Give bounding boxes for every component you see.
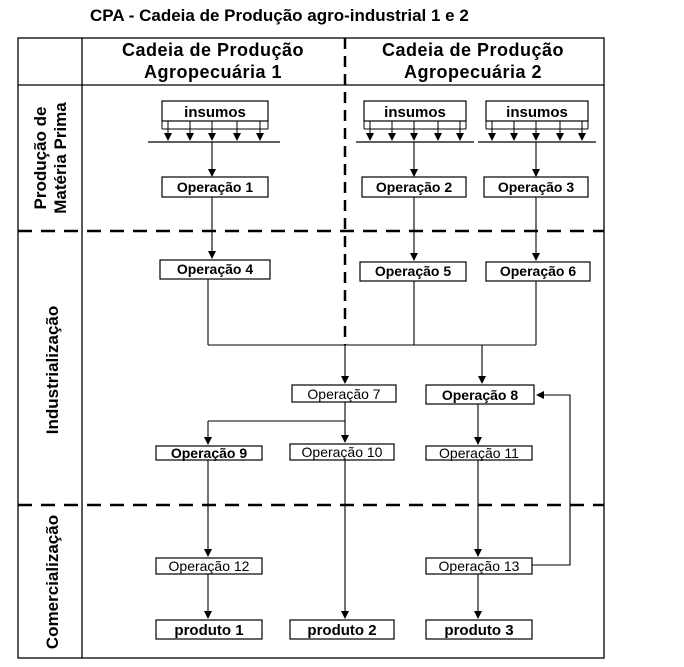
insumos-label-3: insumos	[506, 104, 568, 121]
operation-13-box	[426, 558, 532, 574]
operation-4-box	[160, 260, 270, 279]
insumos-arrows	[168, 121, 582, 140]
product-2-box	[290, 620, 394, 639]
operation-12-label: Operação 12	[168, 558, 250, 574]
operation-7-box	[292, 385, 396, 402]
operation-11-label: Operação 11	[439, 445, 519, 461]
operation-3-label: Operação 3	[497, 179, 575, 195]
row-label-industrializacao: Industrialização	[43, 305, 62, 435]
operation-4-label: Operação 4	[176, 261, 254, 277]
diagram-title: CPA - Cadeia de Produção agro-industrial 1 e 2	[90, 6, 469, 25]
operation-1-box	[162, 177, 268, 197]
column-header-2-line1: Cadeia de Produção	[381, 40, 565, 60]
column-header-1-line2: Agropecuária 1	[143, 62, 283, 82]
insumos-group-2	[356, 101, 474, 142]
operation-9-label: Operação 9	[170, 445, 248, 461]
product-3-box	[426, 620, 532, 639]
operation-1-label: Operação 1	[176, 179, 254, 195]
operation-8-label: Operação 8	[441, 387, 519, 403]
operation-8-box	[426, 385, 534, 404]
product-2-label: produto 2	[307, 622, 377, 639]
operation-2-label: Operação 2	[375, 179, 453, 195]
product-1-label: produto 1	[174, 622, 244, 639]
operation-12-box	[156, 558, 262, 574]
operation-6-label: Operação 6	[499, 263, 577, 279]
row-label-materia-prima-line1: Produção de	[31, 106, 50, 210]
column-header-2-line2: Agropecuária 2	[403, 62, 543, 82]
row-label-materia-prima-line2: Matéria Prima	[51, 102, 70, 214]
operation-3-box	[484, 177, 588, 197]
product-3-label: produto 3	[444, 622, 514, 639]
operation-5-label: Operação 5	[374, 263, 452, 279]
operation-2-box	[362, 177, 466, 197]
operation-6-box	[486, 262, 590, 281]
operation-5-box	[360, 262, 466, 281]
operation-11-box	[426, 445, 532, 461]
product-1-box	[156, 620, 262, 639]
insumos-label-2: insumos	[384, 104, 446, 121]
operation-7-label: Operação 7	[307, 386, 381, 402]
insumos-group-3	[478, 101, 596, 142]
operation-10-label: Operação 10	[301, 444, 383, 460]
insumos-label-1: insumos	[184, 104, 246, 121]
flow-arrows	[208, 142, 570, 618]
operation-9-box	[156, 445, 262, 461]
column-header-1-line1: Cadeia de Produção	[121, 40, 305, 60]
row-label-comercializacao: Comercialização	[43, 514, 62, 650]
operation-10-box	[290, 444, 394, 460]
operation-13-label: Operação 13	[438, 558, 520, 574]
